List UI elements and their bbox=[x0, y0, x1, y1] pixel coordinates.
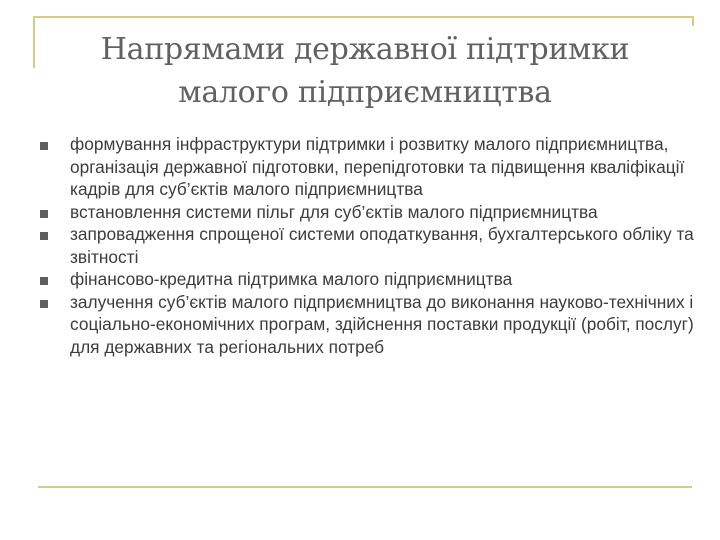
bullet-text: запровадження спрощеної системи оподаткування, бухгалтерського обліку та звітності bbox=[70, 224, 694, 267]
bullet-item bbox=[40, 201, 700, 224]
bullet-text: залучення суб’єктів малого підприємництва до виконання науково-технічних і соціально-економічних програм, здійснення поставки продукції (робіт, послуг) для державних та регіональних потреб bbox=[70, 291, 694, 357]
bullet-text: фінансово-кредитна підтримка малого підприємництва bbox=[70, 269, 513, 289]
bullet-item bbox=[40, 268, 700, 291]
slide-title bbox=[40, 28, 690, 114]
bullet-text: формування інфраструктури підтримки і розвитку малого підприємництва, організація державної підготовки, перепідготовки та підвищення кваліфікації кадрів для суб’єктів малого підприємництва bbox=[70, 134, 685, 199]
bullet-item bbox=[40, 133, 700, 201]
frame-right-line bbox=[692, 16, 694, 26]
bullet-item bbox=[40, 223, 700, 268]
bullet-item bbox=[40, 291, 700, 359]
square-bullet-icon bbox=[40, 277, 48, 285]
square-bullet-icon bbox=[40, 142, 48, 150]
slide-title-line-2: малого підприємництва bbox=[178, 75, 552, 110]
slide-title-line-1: Напрямами державної підтримки bbox=[100, 32, 630, 67]
frame-top-line bbox=[33, 16, 693, 18]
frame-left-line bbox=[33, 16, 35, 68]
bullet-text: встановлення системи пільг для суб’єктів малого підприємництва bbox=[70, 201, 598, 222]
square-bullet-icon bbox=[40, 300, 48, 308]
square-bullet-icon bbox=[40, 210, 48, 218]
bullet-list bbox=[40, 133, 700, 358]
frame-bottom-line bbox=[38, 486, 692, 488]
square-bullet-icon bbox=[40, 232, 48, 240]
